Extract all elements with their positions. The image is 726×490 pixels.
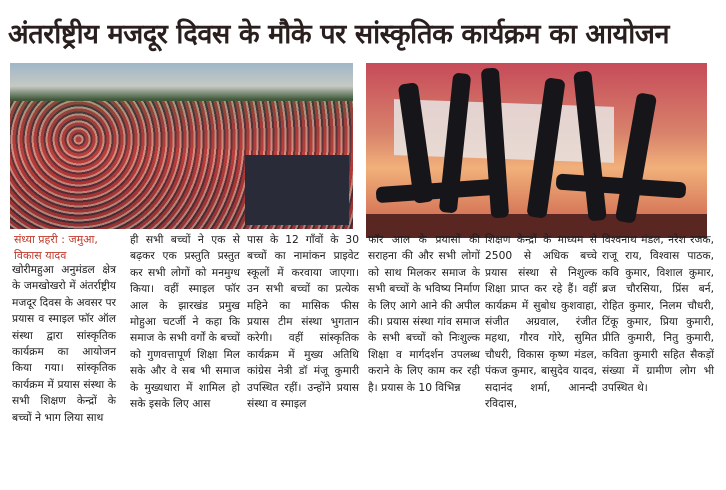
stage-area [245,155,349,225]
article-column-2: ही सभी बच्चों ने एक से बढ़कर एक प्रस्तुति प्रस्तुत कर सभी लोगों को मनमुग्ध किया। वहीं स्माइल फॉर आल के झारखंड प्रमुख मोहुआ चटर्जी ने कहा कि समाज के सभी वर्गों के बच्चों को गुणवत्तापूर्ण शिक्षा मिल सके और वे सब भी समाज के मुख्यधारा में शामिल हो सके इसके लिए आस [130,233,240,411]
performance-photo [366,63,707,238]
article-column-4: फॉर आल के प्रयासों की सराहना की और सभी लोगों को साथ मिलकर समाज के सभी बच्चों के भविष्य निर्माण के लिए आगे आने की अपील की। प्रयास संस्था गांव समाज के सभी बच्चों को निःशुल्क शिक्षा व मार्गदर्शन उपलब्ध कराने के लिए काम कर रही है। प्रयास के 10 विभिन्न [368,233,480,394]
article-column-6: विश्वनाथ मंडल, नरेश रजक, राजू राय, विश्वास पाठक, कवि कुमार, विशाल कुमार, ब्रज चौरसिया, प्रिंस बर्न, रोहित कुमार, निलम चौधरी, टिंकू कुमार, प्रिया कुमारी, प्रीति कुमारी, नितु कुमारी, कविता कुमारी सहित सैकड़ों संख्या में ग्रामीण लोग भी उपस्थित थे। [602,233,714,394]
article-column-3: पास के 12 गाँवों के 30 बच्चों का नामांकन प्राइवेट स्कूलों में करवाया जाएगा। उन सभी बच्चों का प्रत्येक महिने का मासिक फीस प्रयास टीम संस्था भुगतान करेगी। वहीं सांस्कृतिक कार्यक्रम में मुख्य अतिथि कांग्रेस नेत्री डॉ मंजू कुमारी उपस्थित रहीं। उन्होंने प्रयास संस्था व स्माइल [247,233,359,411]
headline: अंतर्राष्ट्रीय मजदूर दिवस के मौके पर सांस्कृतिक कार्यक्रम का आयोजन [8,19,670,50]
performer-figure [615,92,657,223]
crowd-photo [10,63,353,229]
performer-figure [376,179,497,203]
article-column-5: शिक्षण केन्द्रों के माध्यम से 2500 से अधिक बच्चे प्रयास संस्था से निशुल्क शिक्षा प्राप्त कर रहे हैं। वहीं कार्यक्रम में सुबोध कुशवाहा, संजीत अग्रवाल, रंजीत महथा, गौरव गोरे, सुमित चौधरी, विकास कृष्ण मंडल, पंकज कुमार, बासुदेव यादव, सदानंद शर्मा, आनन्दी रविदास, [485,233,597,411]
article-column-1: खोरीमहुआ अनुमंडल क्षेत्र के जमखोखरो में अंतर्राष्ट्रीय मजदूर दिवस के अवसर पर प्रयास व स्माइल फॉर ऑल संस्था द्वारा सांस्कृतिक कार्यक्रम का आयोजन किया गया। सांस्कृतिक कार्यक्रम में प्रयास संस्था के सभी शिक्षण केन्द्रों के बच्चों ने भाग लिया साथ [12,263,116,424]
byline: संध्या प्रहरी : जमुआ, विकास यादव [14,233,98,262]
